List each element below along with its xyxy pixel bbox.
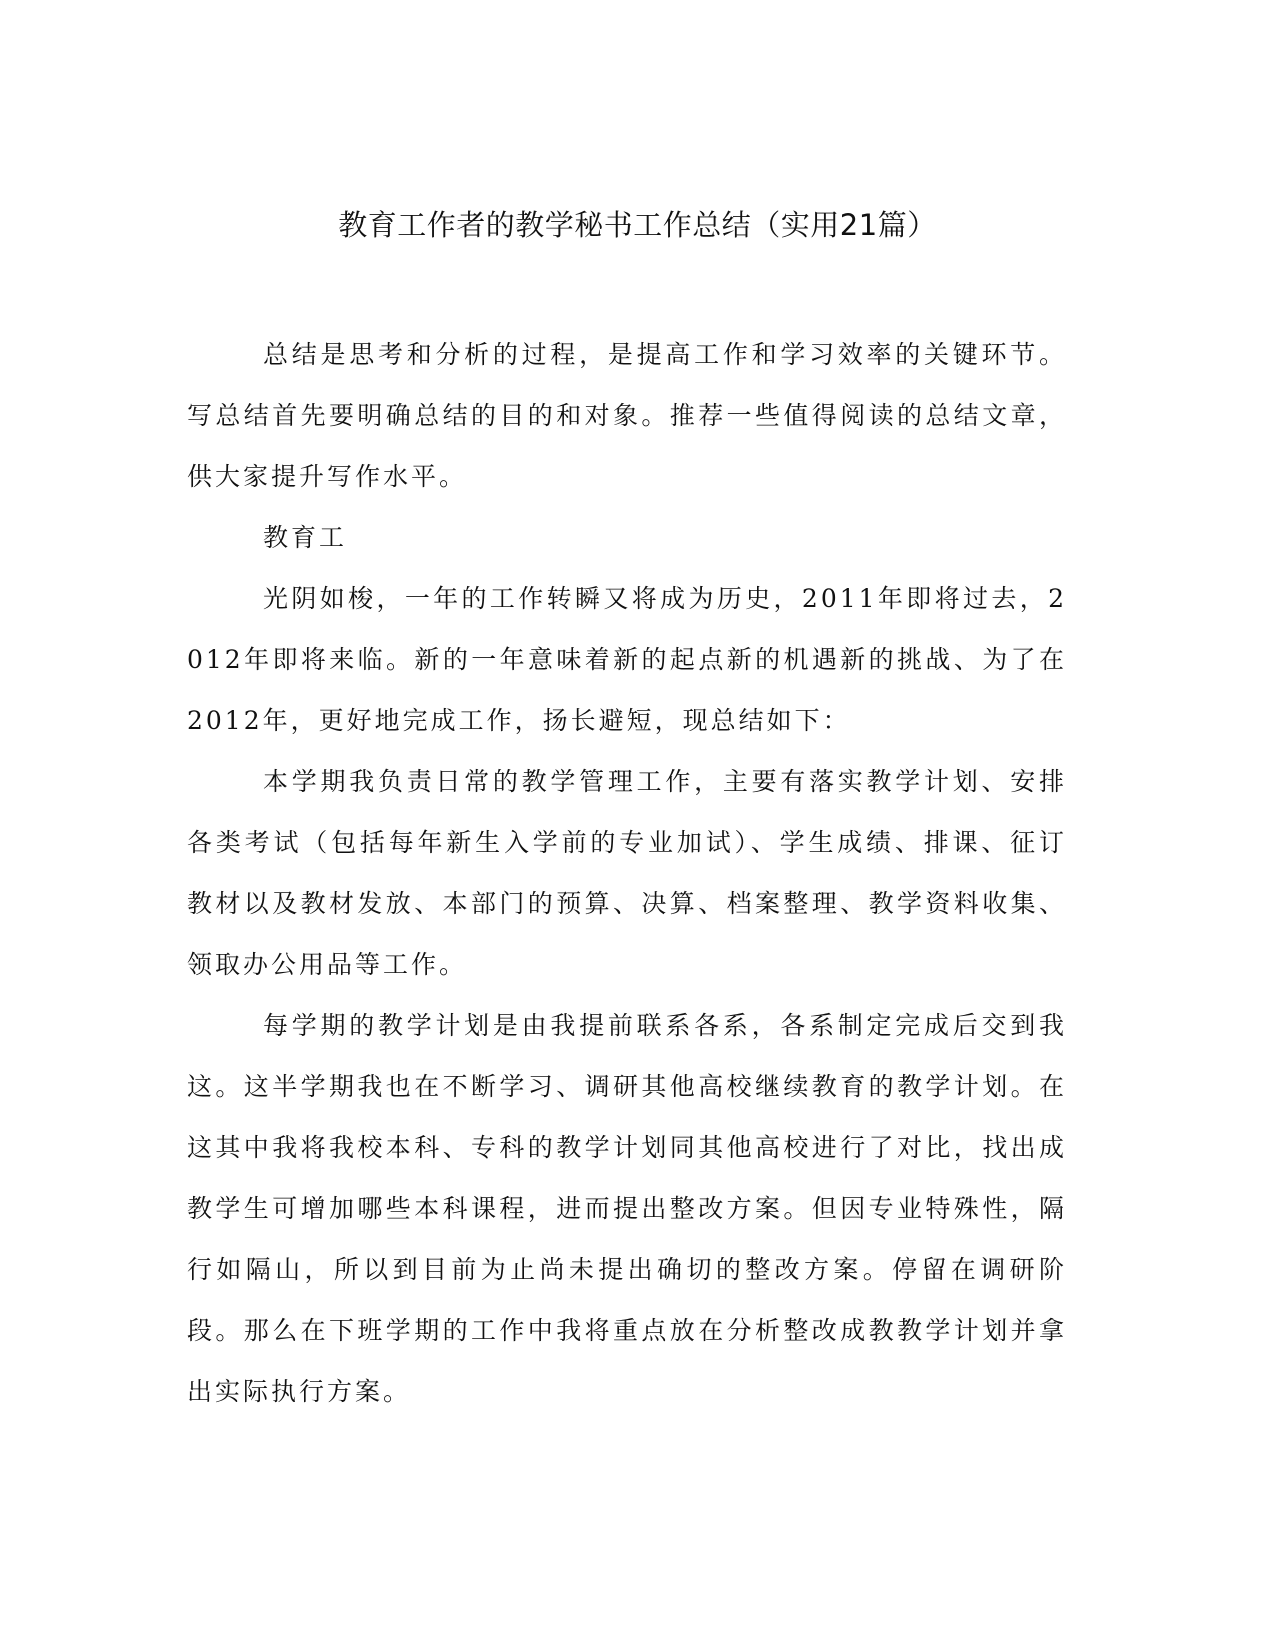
paragraph-year-review: 光阴如梭，一年的工作转瞬又将成为历史，2011年即将过去，2012年即将来临。新的一年意味着新的起点新的机遇新的挑战、为了在2012年，更好地完成工作，扬长避短，现总结如下：	[187, 584, 1067, 735]
paragraph-teaching-plan: 每学期的教学计划是由我提前联系各系，各系制定完成后交到我这。这半学期我也在不断学习、调研其他高校继续教育的教学计划。在这其中我将我校本科、专科的教学计划同其他高校进行了对比，找出成教学生可增加哪些本科课程，进而提出整改方案。但因专业特殊性，隔行如隔山，所以到目前为止尚未提出确切的整改方案。停留在调研阶段。那么在下班学期的工作中我将重点放在分析整改成教教学计划并拿出实际执行方案。	[187, 1011, 1067, 1406]
paragraph-responsibilities: 本学期我负责日常的教学管理工作，主要有落实教学计划、安排各类考试（包括每年新生入学前的专业加试）、学生成绩、排课、征订教材以及教材发放、本部门的预算、决算、档案整理、教学资料收集、领取办公用品等工作。	[187, 767, 1067, 979]
document-title: 教育工作者的教学秘书工作总结（实用21篇）	[338, 208, 937, 242]
paragraph-intro: 总结是思考和分析的过程，是提高工作和学习效率的关键环节。写总结首先要明确总结的目的和对象。推荐一些值得阅读的总结文章，供大家提升写作水平。	[187, 340, 1067, 491]
paragraph-heading-fragment: 教育工	[263, 523, 348, 552]
document-body	[187, 324, 1067, 1422]
